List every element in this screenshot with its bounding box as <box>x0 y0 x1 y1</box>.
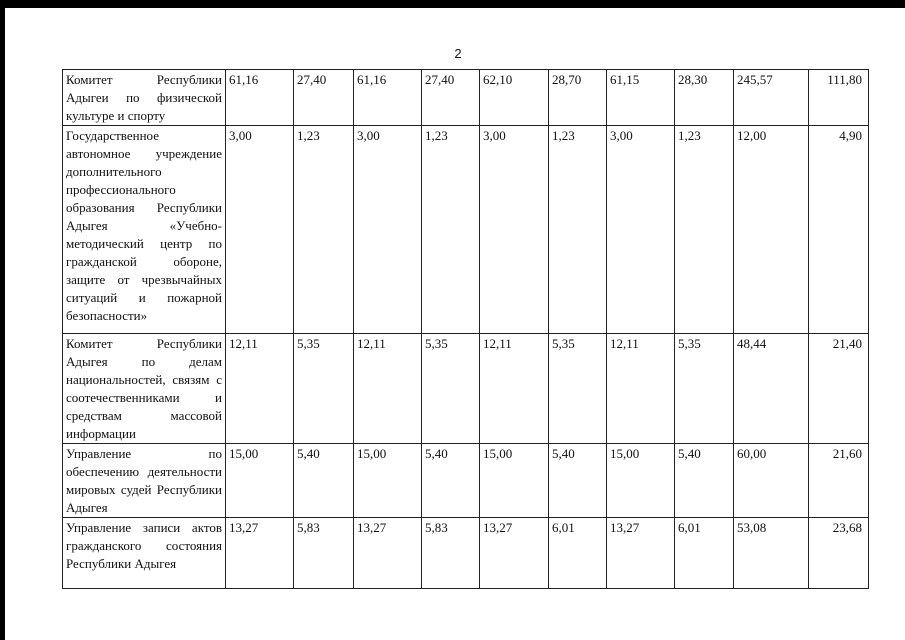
value-cell: 1,23 <box>675 126 734 334</box>
value-cell: 13,27 <box>607 518 675 589</box>
value-cell: 6,01 <box>675 518 734 589</box>
organization-cell: Государственное автономное учреждение дополнительного профессионального образования Республики Адыгея «Учебно-методический центр по гражданской обороне, защите от чрезвычайных ситуаций и пожарной безопасности» <box>63 126 226 334</box>
scan-border-top <box>0 0 905 8</box>
table-row <box>63 70 869 126</box>
value-cell: 3,00 <box>226 126 294 334</box>
table-row <box>63 334 869 444</box>
value-cell: 1,23 <box>294 126 354 334</box>
value-cell: 21,60 <box>809 444 869 518</box>
organization-cell: Комитет Республики Адыгеи по физической культуре и спорту <box>63 70 226 126</box>
value-cell: 5,40 <box>549 444 607 518</box>
value-cell: 12,11 <box>354 334 422 444</box>
value-cell: 28,30 <box>675 70 734 126</box>
scan-border-left <box>0 0 5 640</box>
value-cell: 15,00 <box>480 444 549 518</box>
value-cell: 5,83 <box>422 518 480 589</box>
value-cell: 6,01 <box>549 518 607 589</box>
value-cell: 60,00 <box>734 444 809 518</box>
value-cell: 12,11 <box>226 334 294 444</box>
table-row <box>63 126 869 334</box>
value-cell: 5,40 <box>675 444 734 518</box>
value-cell: 5,35 <box>675 334 734 444</box>
value-cell: 12,11 <box>480 334 549 444</box>
value-cell: 3,00 <box>607 126 675 334</box>
value-cell: 5,35 <box>294 334 354 444</box>
organization-cell: Управление записи актов гражданского состояния Республики Адыгея <box>63 518 226 589</box>
budget-table <box>62 69 869 589</box>
value-cell: 13,27 <box>480 518 549 589</box>
value-cell: 111,80 <box>809 70 869 126</box>
value-cell: 3,00 <box>480 126 549 334</box>
page-number: 2 <box>454 46 462 61</box>
organization-cell: Комитет Республики Адыгея по делам национальностей, связям с соотечественниками и средствам массовой информации <box>63 334 226 444</box>
value-cell: 13,27 <box>226 518 294 589</box>
value-cell: 61,16 <box>354 70 422 126</box>
value-cell: 27,40 <box>294 70 354 126</box>
value-cell: 53,08 <box>734 518 809 589</box>
value-cell: 61,16 <box>226 70 294 126</box>
value-cell: 21,40 <box>809 334 869 444</box>
value-cell: 15,00 <box>354 444 422 518</box>
value-cell: 12,11 <box>607 334 675 444</box>
organization-cell: Управление по обеспечению деятельности мировых судей Республики Адыгея <box>63 444 226 518</box>
value-cell: 15,00 <box>226 444 294 518</box>
value-cell: 13,27 <box>354 518 422 589</box>
value-cell: 1,23 <box>422 126 480 334</box>
value-cell: 3,00 <box>354 126 422 334</box>
value-cell: 5,83 <box>294 518 354 589</box>
value-cell: 5,40 <box>422 444 480 518</box>
value-cell: 48,44 <box>734 334 809 444</box>
value-cell: 62,10 <box>480 70 549 126</box>
table-row <box>63 518 869 589</box>
value-cell: 28,70 <box>549 70 607 126</box>
table-body <box>63 70 869 589</box>
value-cell: 15,00 <box>607 444 675 518</box>
value-cell: 61,15 <box>607 70 675 126</box>
value-cell: 245,57 <box>734 70 809 126</box>
value-cell: 5,35 <box>422 334 480 444</box>
table-row <box>63 444 869 518</box>
value-cell: 5,35 <box>549 334 607 444</box>
value-cell: 5,40 <box>294 444 354 518</box>
value-cell: 23,68 <box>809 518 869 589</box>
value-cell: 27,40 <box>422 70 480 126</box>
value-cell: 4,90 <box>809 126 869 334</box>
value-cell: 1,23 <box>549 126 607 334</box>
value-cell: 12,00 <box>734 126 809 334</box>
